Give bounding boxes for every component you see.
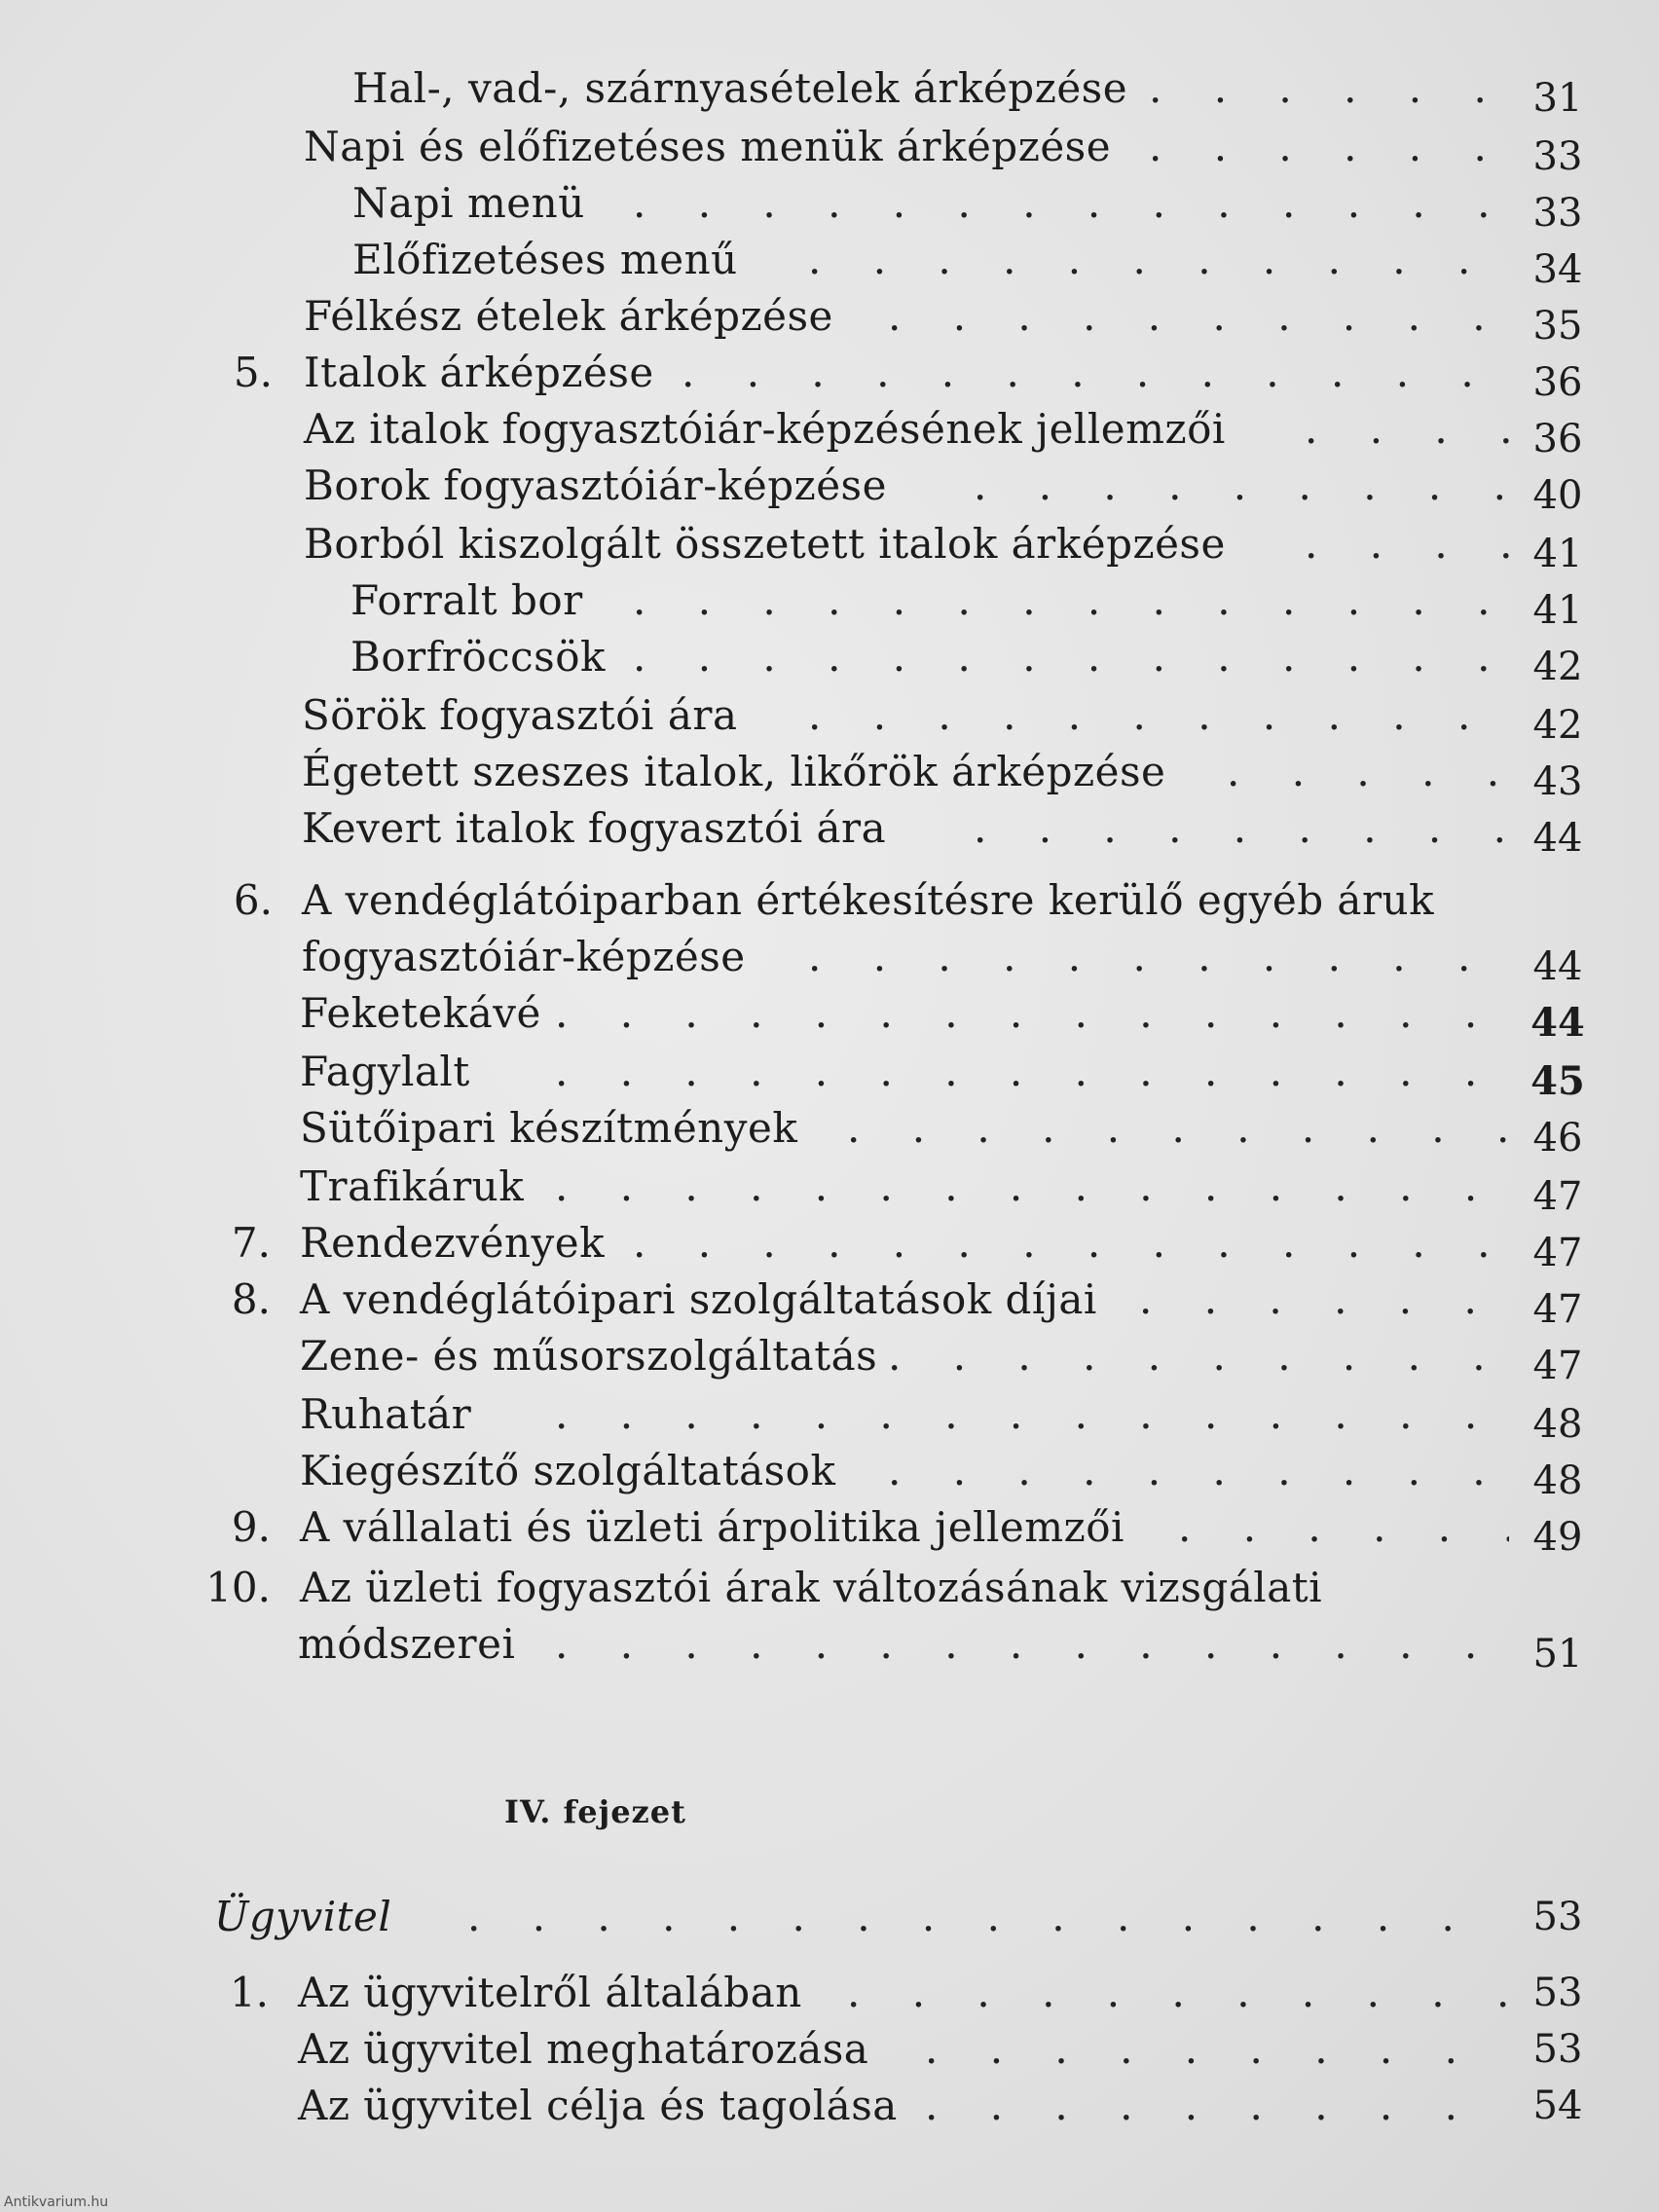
dot-leader <box>633 175 1509 232</box>
toc-row <box>0 629 1659 689</box>
dot-leader <box>555 1616 1509 1673</box>
toc-page: 41 <box>1532 532 1583 576</box>
toc-row <box>0 1616 1659 1677</box>
toc-title: A vállalati és üzleti árpolitika jellemzői <box>300 1503 1124 1551</box>
chapter-heading: IV. fejezet <box>504 1793 686 1830</box>
toc-title: Félkész ételek árképzése <box>304 292 833 340</box>
toc-title: Ruhatár <box>300 1390 472 1438</box>
toc-number: 10. <box>205 1564 271 1611</box>
dot-leader <box>555 1386 1509 1443</box>
toc-number: 6. <box>233 876 273 924</box>
toc-row <box>0 744 1659 804</box>
toc-page: 47 <box>1532 1231 1583 1275</box>
watermark: Antikvarium.hu <box>4 2194 109 2210</box>
toc-title: Borból kiszolgált összetett italok árképzése <box>304 520 1226 568</box>
toc-title: Fagylalt <box>300 1048 470 1095</box>
dot-leader <box>847 1965 1509 2021</box>
toc-page: 34 <box>1532 247 1583 292</box>
toc-row <box>0 1965 1659 2021</box>
toc-row <box>0 1215 1659 1275</box>
toc-row <box>0 458 1659 518</box>
toc-number: 7. <box>231 1219 271 1267</box>
dot-leader <box>1178 1499 1509 1556</box>
toc-title: Kiegészítő szolgáltatások <box>300 1447 836 1494</box>
toc-page: 36 <box>1532 360 1583 405</box>
toc-title: Trafikáruk <box>300 1162 525 1210</box>
dot-leader <box>974 800 1509 857</box>
dot-leader <box>1149 119 1509 175</box>
dot-leader <box>555 1159 1509 1215</box>
toc-row <box>0 872 1659 929</box>
toc-page: 51 <box>1532 1632 1583 1677</box>
toc-page: 53 <box>1532 2027 1583 2072</box>
dot-leader <box>682 345 1509 401</box>
toc-title: Hal-, vad-, szárnyasételek árképzése <box>352 64 1128 112</box>
toc-row <box>0 1386 1659 1447</box>
dot-leader <box>925 2078 1509 2134</box>
toc-title: Forralt bor <box>350 576 583 624</box>
toc-page: 44 <box>1532 944 1583 989</box>
toc-title: Égetett szeszes italok, likőrök árképzése <box>302 748 1166 795</box>
dot-leader <box>1139 1272 1509 1328</box>
toc-page: 46 <box>1532 1116 1583 1161</box>
toc-title: Italok árképzése <box>304 349 654 396</box>
toc-title: A vendéglátóipari szolgáltatások díjai <box>300 1275 1097 1323</box>
toc-title: Feketekávé <box>300 989 541 1037</box>
toc-title: Az ügyvitel meghatározása <box>298 2025 869 2073</box>
toc-title: Az ügyvitel célja és tagolása <box>298 2082 898 2129</box>
toc-number: 1. <box>229 1969 269 2016</box>
dot-leader <box>1305 516 1509 572</box>
dot-leader <box>925 2021 1509 2078</box>
toc-row <box>0 687 1659 748</box>
toc-row <box>0 1443 1659 1503</box>
toc-row <box>0 985 1659 1046</box>
dot-leader <box>1305 401 1509 458</box>
dot-leader <box>888 1328 1509 1384</box>
toc-number: 8. <box>231 1275 271 1323</box>
toc-row <box>0 232 1659 292</box>
toc-row <box>0 929 1659 989</box>
toc-row <box>0 1044 1659 1104</box>
dot-leader <box>1227 744 1509 800</box>
toc-page: 53 <box>1532 1895 1583 1939</box>
toc-page: 33 <box>1532 134 1583 179</box>
toc-row <box>0 1159 1659 1219</box>
toc-row <box>0 60 1659 121</box>
toc-page: 48 <box>1532 1402 1583 1447</box>
toc-page: 42 <box>1532 703 1583 748</box>
toc-row <box>0 2078 1659 2134</box>
dot-leader <box>808 687 1509 744</box>
toc-title: fogyasztóiár-képzése <box>302 933 746 980</box>
toc-row <box>0 516 1659 576</box>
toc-row <box>0 2021 1659 2078</box>
toc-title: Zene- és műsorszolgáltatás <box>300 1332 878 1380</box>
section-title-row <box>0 1889 1659 1945</box>
toc-title: Sütőipari készítmények <box>300 1104 798 1152</box>
toc-title: Rendezvények <box>300 1219 606 1267</box>
toc-page: 43 <box>1532 759 1583 804</box>
dot-leader <box>467 1889 1509 1945</box>
toc-page: 45 <box>1530 1058 1585 1104</box>
toc-page: 33 <box>1532 191 1583 236</box>
toc-row <box>0 401 1659 461</box>
toc-page: 31 <box>1532 76 1583 121</box>
toc-page: 47 <box>1532 1287 1583 1332</box>
toc-page: 53 <box>1532 1971 1583 2015</box>
toc-title: Az ügyvitelről általában <box>298 1969 802 2016</box>
toc-title: módszerei <box>298 1620 516 1668</box>
toc-page: 54 <box>1532 2083 1583 2128</box>
dot-leader <box>633 1215 1509 1272</box>
dot-leader <box>1149 60 1509 117</box>
dot-leader <box>847 1100 1509 1157</box>
toc-page: 42 <box>1532 645 1583 689</box>
toc-page: 49 <box>1532 1515 1583 1560</box>
dot-leader <box>555 985 1509 1042</box>
toc-page: 48 <box>1532 1458 1583 1503</box>
toc-title: Az üzleti fogyasztói árak változásának vizsgálati <box>300 1564 1323 1611</box>
section-title: Ügyvitel <box>214 1893 392 1940</box>
toc-title: Sörök fogyasztói ára <box>302 691 738 739</box>
toc-row <box>0 572 1659 633</box>
dot-leader <box>633 572 1509 629</box>
toc-page: 44 <box>1530 1000 1585 1046</box>
toc-row <box>0 1272 1659 1332</box>
dot-leader <box>888 1443 1509 1499</box>
dot-leader <box>888 288 1509 345</box>
toc-title: A vendéglátóiparban értékesítésre kerülő egyéb áruk <box>302 876 1435 924</box>
toc-title: Kevert italok fogyasztói ára <box>302 804 887 852</box>
toc-title: Napi menü <box>352 179 585 227</box>
dot-leader <box>808 232 1509 288</box>
toc-row <box>0 1560 1659 1616</box>
toc-page: 47 <box>1532 1344 1583 1388</box>
toc-title: Borfröccsök <box>350 633 606 681</box>
toc-title: Előfizetéses menű <box>352 236 738 283</box>
toc-page: 44 <box>1532 816 1583 861</box>
toc-page: 36 <box>1532 417 1583 461</box>
dot-leader <box>808 929 1509 985</box>
dot-leader <box>974 458 1509 514</box>
toc-page: 40 <box>1532 473 1583 518</box>
toc-title: Borok fogyasztóiár-képzése <box>304 461 887 509</box>
toc-row <box>0 1499 1659 1560</box>
toc-title: Napi és előfizetéses menük árképzése <box>304 123 1112 170</box>
toc-row <box>0 175 1659 236</box>
toc-row <box>0 1328 1659 1388</box>
toc-number: 9. <box>231 1503 271 1551</box>
toc-title: Az italok fogyasztóiár-képzésének jellemzői <box>304 405 1226 453</box>
toc-page: 35 <box>1532 304 1583 349</box>
toc-row <box>0 119 1659 179</box>
dot-leader <box>633 629 1509 685</box>
toc-row <box>0 345 1659 405</box>
toc-page: 47 <box>1532 1174 1583 1219</box>
toc-number: 5. <box>233 349 273 396</box>
toc-row <box>0 288 1659 349</box>
dot-leader <box>555 1044 1509 1100</box>
toc-page: 41 <box>1532 588 1583 633</box>
toc-row <box>0 800 1659 861</box>
toc-row <box>0 1100 1659 1161</box>
